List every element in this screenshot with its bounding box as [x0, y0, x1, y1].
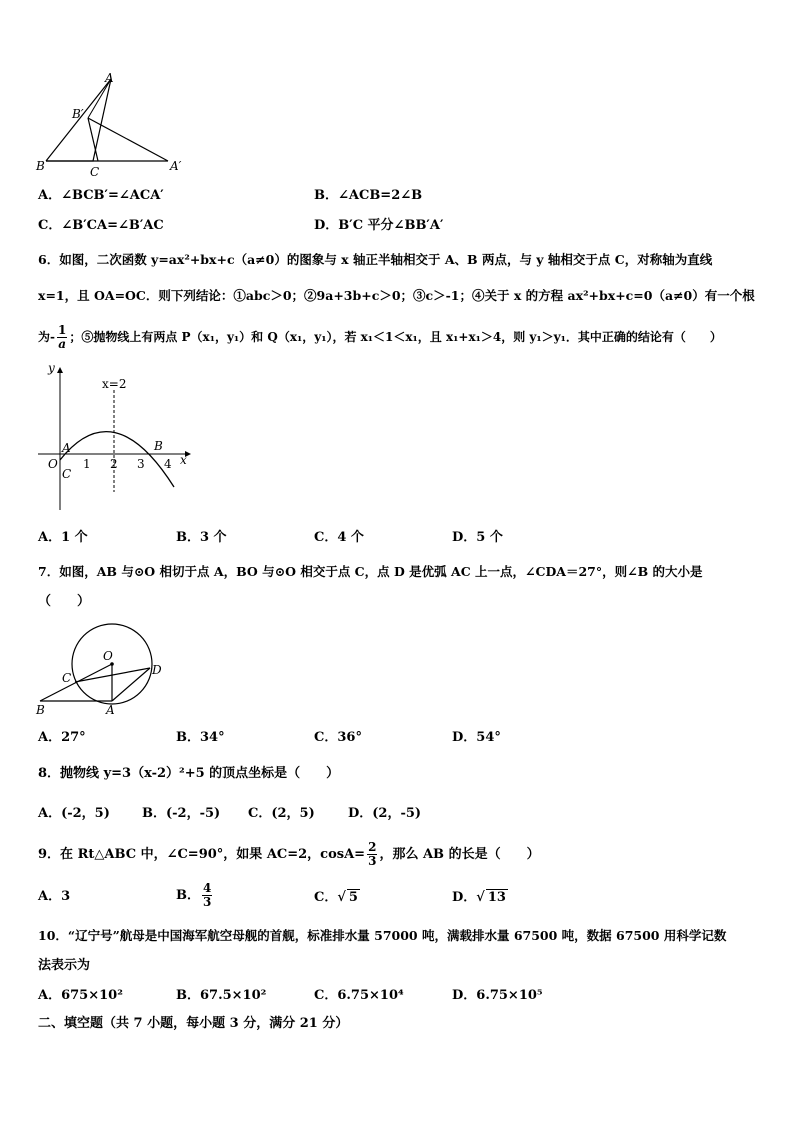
q7-option-c: C．36° — [314, 730, 362, 745]
q6-tick-2: 2 — [110, 457, 118, 471]
q8-option-b: B．(-2，-5) — [142, 806, 221, 821]
q9-option-c-radicand: 5 — [348, 890, 358, 905]
q9-option-c: C．√ 5 — [314, 890, 358, 905]
q9-optb-num: 4 — [203, 881, 212, 895]
q6-label-A: A — [62, 441, 71, 455]
q6-line2: x=1，且 OA=OC．则下列结论：①abc＞0；②9a+3b+c＞0；③c＞-1；④关于 x 的方程 ax²+bx+c=0（a≠0）有一个根 — [38, 288, 755, 303]
q9-frac-den: 3 — [368, 854, 377, 868]
q7-circle-figure — [30, 618, 180, 718]
q9-frac-num: 2 — [368, 840, 377, 854]
q6-tick-4: 4 — [164, 457, 172, 471]
q6-tick-1: 1 — [83, 457, 91, 471]
q5-option-d: D．B′C 平分∠BB′A′ — [314, 218, 444, 233]
q9-pre: 9．在 Rt△ABC 中，∠C=90°，如果 AC=2，cosA= — [38, 847, 366, 862]
q5-option-a: A．∠BCB′=∠ACA′ — [38, 188, 164, 203]
q8-option-c: C．(2，5) — [248, 806, 315, 821]
q9-post: ，那么 AB 的长是（ ） — [379, 847, 540, 862]
q6-option-a: A．1 个 — [38, 530, 88, 545]
q10-option-d: D．6.75×10⁵ — [452, 988, 543, 1003]
q6-line3-pre: 为- — [38, 330, 55, 344]
q9-option-b-fraction — [202, 882, 212, 909]
q9-fraction — [367, 841, 377, 868]
q7-option-a: A．27° — [38, 730, 86, 745]
q6-tick-3: 3 — [137, 457, 145, 471]
q7-label-B: B — [36, 703, 45, 717]
q7-label-D: D — [152, 663, 162, 677]
q10-option-b: B．67.5×10² — [176, 988, 267, 1003]
q5-triangle-figure — [30, 72, 190, 182]
q6-frac-num: 1 — [57, 323, 67, 337]
q6-line3 — [38, 322, 722, 352]
q7-option-b: B．34° — [176, 730, 225, 745]
q10-line2: 法表示为 — [38, 958, 91, 973]
q10-line1: 10．“辽宁号”航母是中国海军航空母舰的首舰，标准排水量 57000 吨，满载排水量 67500 吨，数据 67500 用科学记数 — [38, 928, 727, 943]
q8-option-d: D．(2，-5) — [348, 806, 422, 821]
q6-option-c: C．4 个 — [314, 530, 364, 545]
q7-label-A: A — [106, 703, 115, 717]
q9-option-c-label: C． — [314, 890, 338, 905]
q10-option-c: C．6.75×10⁴ — [314, 988, 404, 1003]
q9-option-d-radicand: 13 — [487, 890, 506, 905]
q6-fraction — [57, 324, 67, 351]
q6-label-O: O — [48, 457, 58, 471]
q9-optb-den: 3 — [203, 895, 212, 909]
q5-option-c: C．∠B′CA=∠B′AC — [38, 218, 164, 233]
q5-option-b: B．∠ACB=2∠B — [314, 188, 423, 203]
q5-label-A-prime: A′ — [170, 159, 182, 173]
q5-label-B: B — [36, 159, 45, 173]
q9-option-b-label: B． — [176, 888, 200, 903]
q6-option-d: D．5 个 — [452, 530, 503, 545]
q5-label-B-prime: B′ — [72, 107, 84, 121]
q6-label-y: y — [48, 362, 55, 375]
q9-line — [38, 838, 540, 872]
q9-option-d: D．√ 13 — [452, 890, 506, 905]
q6-option-b: B．3 个 — [176, 530, 227, 545]
q6-label-x: x — [180, 453, 187, 467]
q5-label-A: A — [105, 72, 114, 85]
q7-label-O: O — [103, 649, 113, 663]
q8-line: 8．抛物线 y=3（x-2）²+5 的顶点坐标是（ ） — [38, 766, 340, 781]
q7-line2: （ ） — [38, 594, 91, 609]
q7-option-d: D．54° — [452, 730, 501, 745]
q6-line3-post: ；⑤抛物线上有两点 P（x₁，y₁）和 Q（x₁，y₁），若 x₁＜1＜x₁，且 x₁+x₁＞4，则 y₁＞y₁．其中正确的结论有（ ） — [69, 330, 722, 344]
q6-frac-den: a — [58, 337, 67, 351]
q5-label-C: C — [90, 165, 100, 179]
q7-label-C: C — [62, 671, 72, 685]
q6-label-C: C — [62, 467, 72, 481]
q6-label-B: B — [154, 439, 163, 453]
q8-option-a: A．(-2，5) — [38, 806, 110, 821]
q7-line1: 7．如图，AB 与⊙O 相切于点 A，BO 与⊙O 相交于点 C，点 D 是优弧 AC 上一点，∠CDA＝27°，则∠B 的大小是 — [38, 564, 703, 579]
q6-line1: 6．如图，二次函数 y=ax²+bx+c（a≠0）的图象与 x 轴正半轴相交于 A、B 两点，与 y 轴相交于点 C，对称轴为直线 — [38, 252, 713, 267]
q9-option-d-label: D． — [452, 890, 477, 905]
q10-option-a: A．675×10² — [38, 988, 123, 1003]
section2-heading: 二、填空题（共 7 小题，每小题 3 分，满分 21 分） — [38, 1016, 349, 1031]
q6-label-axis: x=2 — [102, 377, 127, 391]
q9-option-a: A．3 — [38, 889, 71, 904]
q9-option-b — [176, 878, 214, 914]
q6-parabola-graph — [34, 362, 194, 512]
